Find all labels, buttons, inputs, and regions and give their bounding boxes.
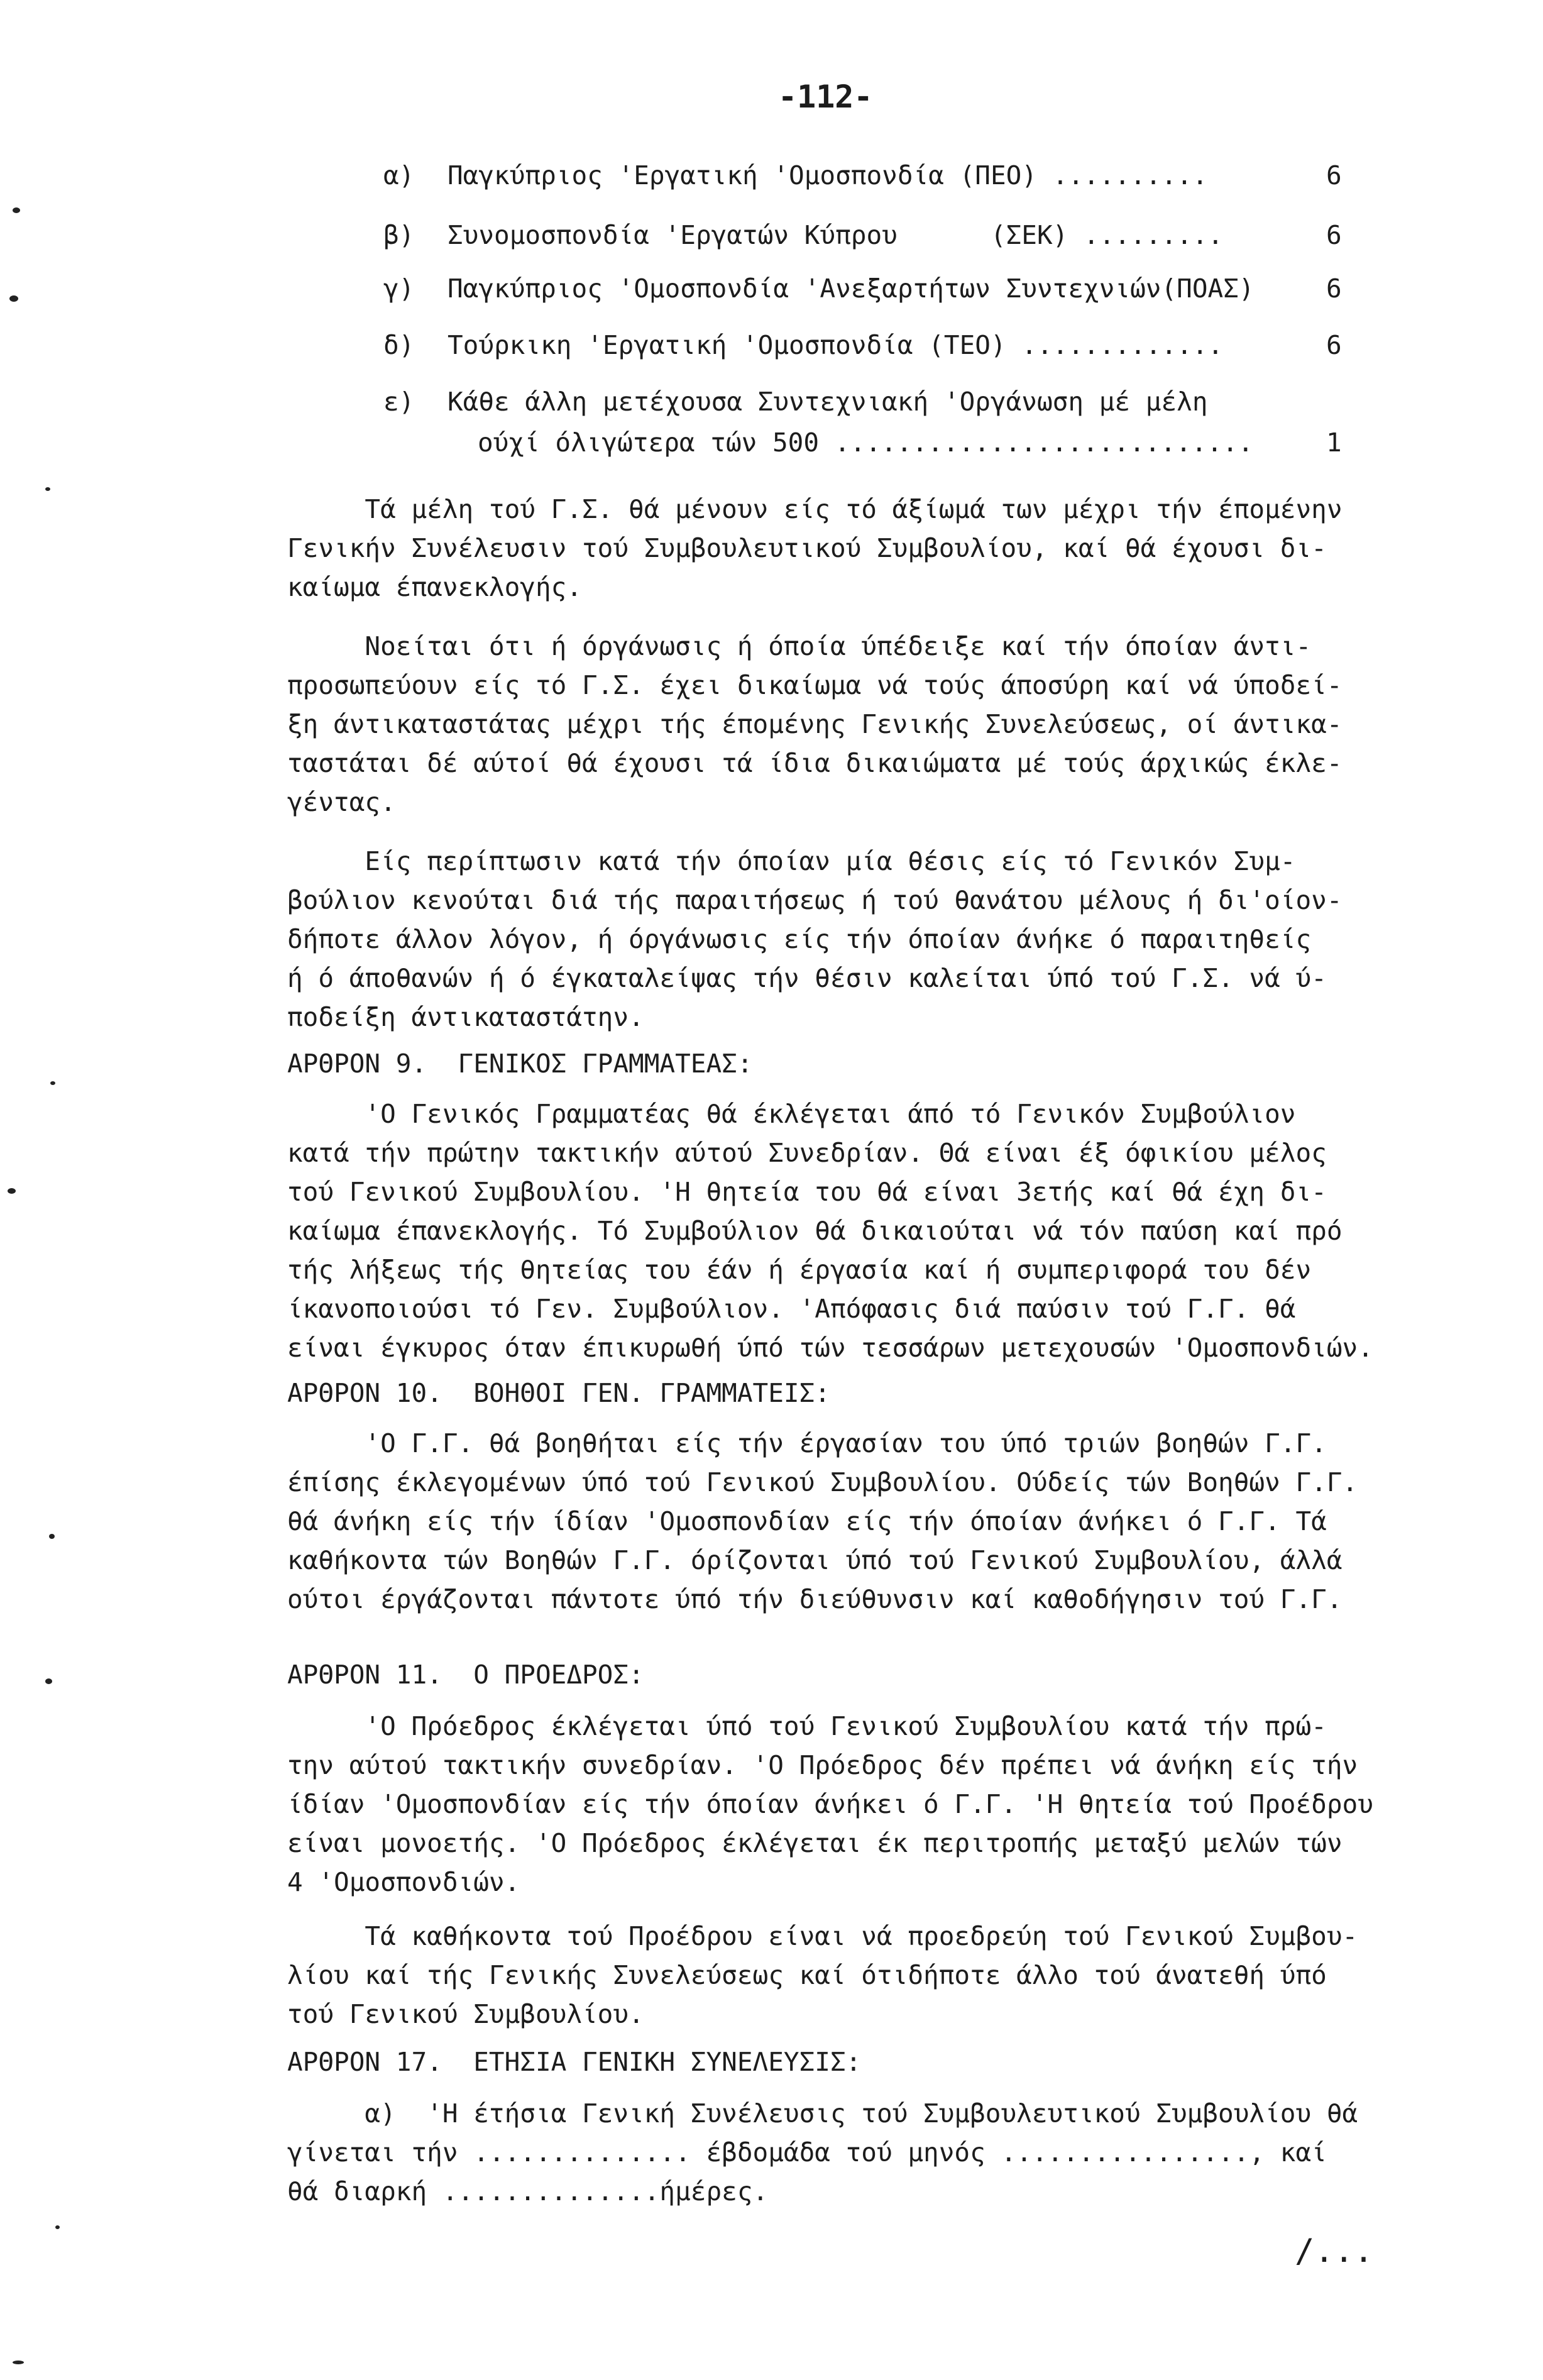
text-line: καθήκοντα τών Βοηθών Γ.Γ. όρίζονται ύπό τού Γενικού Συμβουλίου, άλλά: [287, 1545, 1343, 1575]
text-line: καίωμα έπανεκλογής. Τό Συμβούλιον θά δικαιούται νά τόν παύση καί πρό: [287, 1216, 1343, 1246]
text-line: έπίσης έκλεγομένων ύπό τού Γενικού Συμβουλίου. Ούδείς τών Βοηθών Γ.Γ.: [287, 1467, 1358, 1497]
text-line: ούτοι έργάζονται πάντοτε ύπό τήν διεύθυνσιν καί καθοδήγησιν τού Γ.Γ.: [287, 1584, 1343, 1614]
continuation-mark: /...: [1295, 2232, 1374, 2270]
scan-speck: [50, 1081, 55, 1085]
list-item-label: α): [383, 160, 415, 190]
article-heading: ΑΡΘΡΟΝ 17. ΕΤΗΣΙΑ ΓΕΝΙΚΗ ΣΥΝΕΛΕΥΣΙΣ:: [287, 2047, 862, 2077]
list-item-count: 6: [1326, 220, 1342, 250]
scan-speck: [8, 1188, 16, 1194]
text-line: γέντας.: [287, 787, 396, 817]
list-item-count: 6: [1326, 330, 1342, 360]
text-line: καίωμα έπανεκλογής.: [287, 572, 582, 602]
text-line: γίνεται τήν .............. έβδομάδα τού μηνός ................, καί: [287, 2137, 1327, 2168]
page-number: -112-: [778, 79, 873, 115]
text-line: ίδίαν 'Ομοσπονδίαν είς τήν όποίαν άνήκει ό Γ.Γ. 'Η θητεία τού Προέδρου: [287, 1789, 1373, 1819]
list-item-text: Κάθε άλλη μετέχουσα Συντεχνιακή 'Οργάνωση μέ μέλη: [448, 387, 1208, 417]
article-heading: ΑΡΘΡΟΝ 9. ΓΕΝΙΚΟΣ ΓΡΑΜΜΑΤΕΑΣ:: [287, 1049, 753, 1079]
text-line: ταστάται δέ αύτοί θά έχουσι τά ίδια δικαιώματα μέ τούς άρχικώς έκλε-: [287, 748, 1343, 778]
article-heading: ΑΡΘΡΟΝ 11. Ο ΠΡΟΕΔΡΟΣ:: [287, 1660, 644, 1690]
text-line: λίου καί τής Γενικής Συνελεύσεως καί ότιδήποτε άλλο τού άνατεθή ύπό: [287, 1960, 1327, 1990]
text-line: είναι μονοετής. 'Ο Πρόεδρος έκλέγεται έκ περιτροπής μεταξύ μελών τών: [287, 1828, 1343, 1858]
text-line: Είς περίπτωσιν κατά τήν όποίαν μία θέσις είς τό Γενικόν Συμ-: [287, 846, 1296, 876]
list-item-text: Συνομοσπονδία 'Εργατών Κύπρου (ΣΕΚ) .........: [448, 220, 1224, 250]
scan-speck: [55, 2225, 60, 2229]
scan-speck: [13, 2361, 24, 2364]
text-line: 'Ο Γενικός Γραμματέας θά έκλέγεται άπό τό Γενικόν Συμβούλιον: [287, 1099, 1296, 1129]
article-heading: ΑΡΘΡΟΝ 10. ΒΟΗΘΟΙ ΓΕΝ. ΓΡΑΜΜΑΤΕΙΣ:: [287, 1378, 830, 1408]
text-line: Νοείται ότι ή όργάνωσις ή όποία ύπέδειξε καί τήν όποίαν άντι-: [287, 631, 1312, 661]
text-line: 4 'Ομοσπονδιών.: [287, 1867, 520, 1897]
text-line: α) 'Η έτήσια Γενική Συνέλευσις τού Συμβουλευτικού Συμβουλίου θά: [287, 2098, 1358, 2129]
text-line: Γενικήν Συνέλευσιν τού Συμβουλευτικού Συμβουλίου, καί θά έχουσι δι-: [287, 533, 1327, 563]
list-item-text: Τούρκικη 'Εργατική 'Ομοσπονδία (ΤΕΟ) .............: [448, 330, 1224, 360]
scan-speck: [49, 1534, 55, 1539]
list-item-count: 6: [1326, 273, 1342, 304]
text-line: 'Ο Γ.Γ. θά βοηθήται είς τήν έργασίαν του ύπό τριών βοηθών Γ.Γ.: [287, 1428, 1327, 1458]
text-line: προσωπεύουν είς τό Γ.Σ. έχει δικαίωμα νά τούς άποσύρη καί νά ύποδεί-: [287, 670, 1343, 700]
text-line: δήποτε άλλον λόγον, ή όργάνωσις είς τήν όποίαν άνήκε ό παραιτηθείς: [287, 924, 1312, 954]
text-line: ίκανοποιούσι τό Γεν. Συμβούλιον. 'Απόφασις διά παύσιν τού Γ.Γ. θά: [287, 1294, 1296, 1324]
scan-speck: [13, 207, 20, 213]
text-line: θά διαρκή ..............ήμέρες.: [287, 2176, 769, 2206]
text-line: την αύτού τακτικήν συνεδρίαν. 'Ο Πρόεδρος δέν πρέπει νά άνήκη είς τήν: [287, 1750, 1358, 1780]
text-line: θά άνήκη είς τήν ίδίαν 'Ομοσπονδίαν είς τήν όποίαν άνήκει ό Γ.Γ. Τά: [287, 1506, 1327, 1536]
text-line: ποδείξη άντικαταστάτην.: [287, 1002, 644, 1032]
text-line: τής λήξεως τής θητείας του έάν ή έργασία καί ή συμπεριφορά του δέν: [287, 1255, 1312, 1285]
list-item-text-continued: ούχί όλιγώτερα τών 500 ...........................: [478, 427, 1254, 458]
text-line: 'Ο Πρόεδρος έκλέγεται ύπό τού Γενικού Συμβουλίου κατά τήν πρώ-: [287, 1711, 1327, 1741]
text-line: κατά τήν πρώτην τακτικήν αύτού Συνεδρίαν. Θά είναι έξ όφικίου μέλος: [287, 1138, 1327, 1168]
text-line: τού Γενικού Συμβουλίου. 'Η θητεία του θά είναι 3ετής καί θά έχη δι-: [287, 1177, 1327, 1207]
list-item-label: δ): [383, 330, 415, 360]
scan-speck: [9, 295, 18, 302]
text-line: είναι έγκυρος όταν έπικυρωθή ύπό τών τεσσάρων μετεχουσών 'Ομοσπονδιών.: [287, 1333, 1373, 1363]
list-item-label: β): [383, 220, 415, 250]
list-item-text: Παγκύπριος 'Ομοσπονδία 'Ανεξαρτήτων Συντεχνιών(ΠΟΑΣ): [448, 273, 1255, 304]
list-item-count: 6: [1326, 160, 1342, 190]
scan-speck: [45, 1678, 52, 1684]
list-item-count: 1: [1326, 427, 1342, 458]
text-line: βούλιον κενούται διά τής παραιτήσεως ή τού θανάτου μέλους ή δι'οίον-: [287, 885, 1343, 915]
scan-speck: [45, 487, 50, 491]
text-line: ή ό άποθανών ή ό έγκαταλείψας τήν θέσιν καλείται ύπό τού Γ.Σ. νά ύ-: [287, 963, 1327, 993]
text-line: Τά μέλη τού Γ.Σ. θά μένουν είς τό άξίωμά των μέχρι τήν έπομένην: [287, 494, 1343, 524]
list-item-text: Παγκύπριος 'Εργατική 'Ομοσπονδία (ΠΕΟ) ..........: [448, 160, 1208, 190]
text-line: ξη άντικαταστάτας μέχρι τής έπομένης Γενικής Συνελεύσεως, οί άντικα-: [287, 709, 1343, 739]
text-line: τού Γενικού Συμβουλίου.: [287, 1999, 644, 2029]
list-item-label: ε): [383, 387, 415, 417]
text-line: Τά καθήκοντα τού Προέδρου είναι νά προεδρεύη τού Γενικού Συμβου-: [287, 1921, 1358, 1951]
list-item-label: γ): [383, 273, 415, 304]
